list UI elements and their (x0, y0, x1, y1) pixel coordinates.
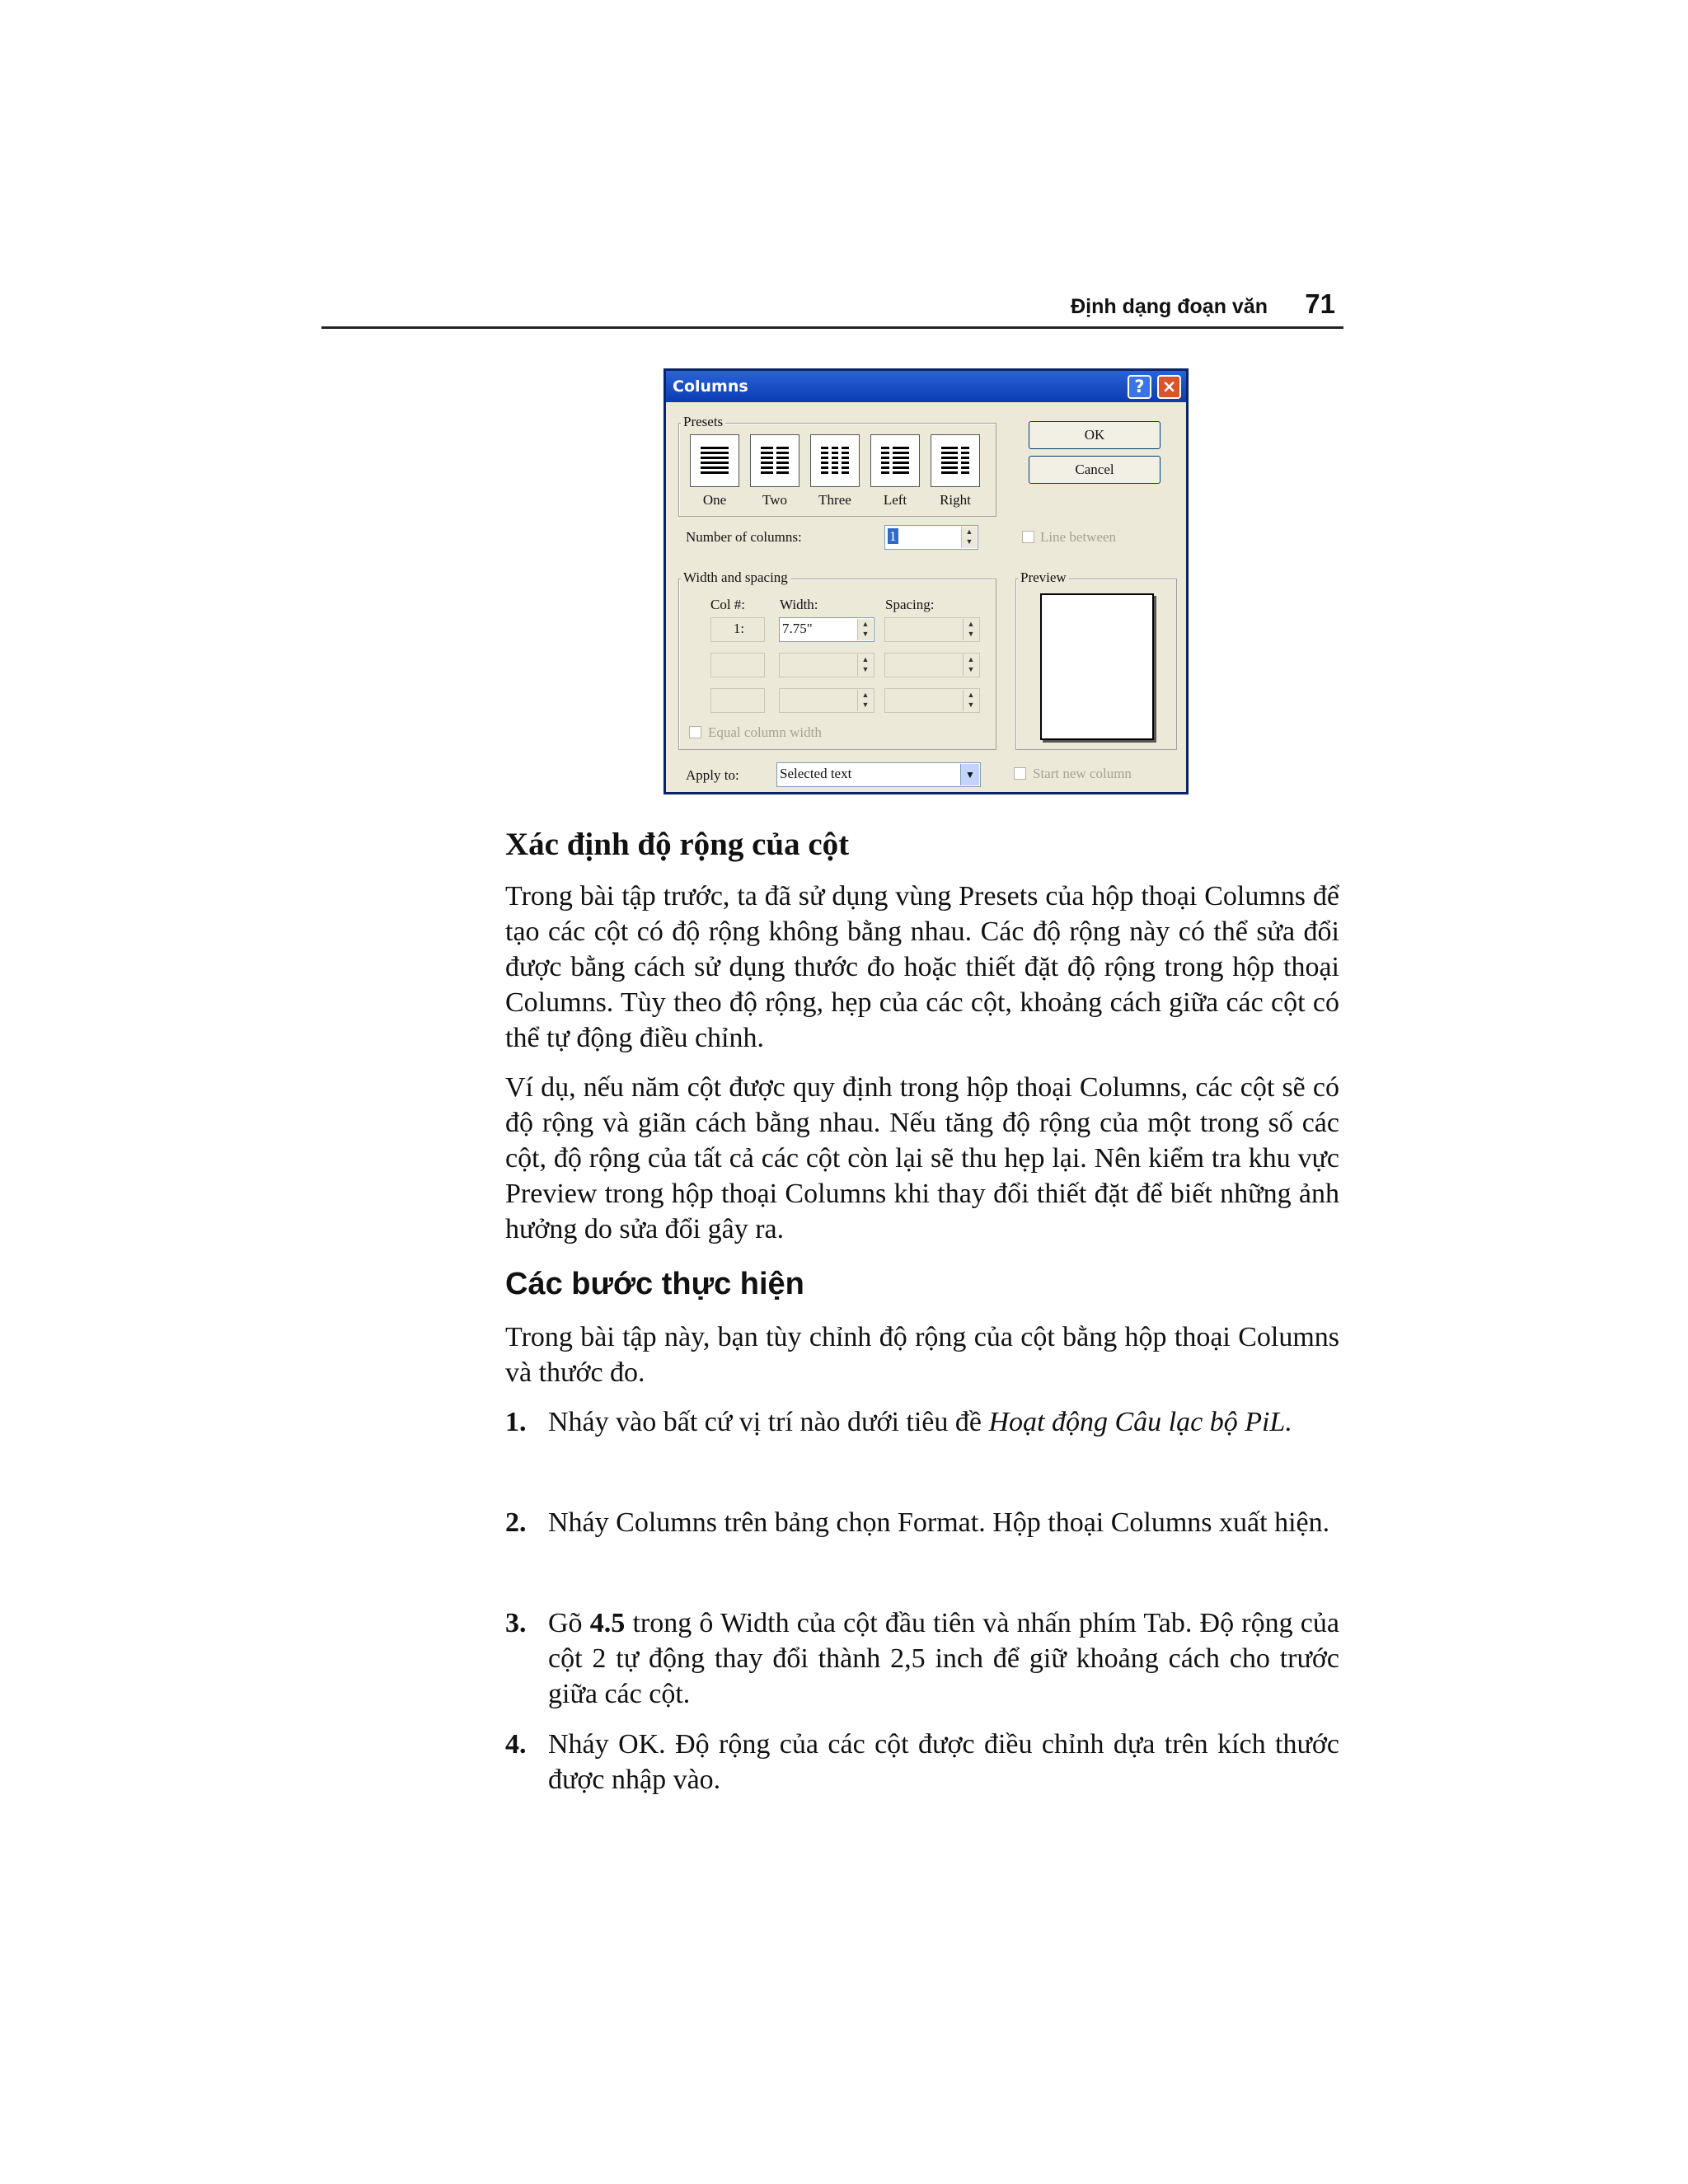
chevron-down-icon[interactable]: ▼ (960, 764, 979, 785)
question-icon[interactable]: ? (1128, 375, 1151, 399)
step-number: 3. (505, 1608, 527, 1638)
step-text: Nháy Columns trên bảng chọn Format. Hộp thoại Columns xuất hiện. (548, 1507, 1330, 1538)
preset-two[interactable] (751, 435, 799, 486)
col-index-1-text: 1: (733, 621, 745, 636)
steps-intro: Trong bài tập này, bạn tùy chỉnh độ rộng của cột bằng hộp thoại Columns và thước đo. (505, 1322, 1339, 1388)
preview-page (1040, 593, 1154, 740)
col-width-2-field (779, 653, 874, 677)
number-of-columns-label: Number of columns: (686, 529, 802, 545)
preset-one[interactable] (691, 435, 738, 486)
step-2 (505, 1505, 1339, 1540)
preset-two-label: Two (762, 492, 787, 508)
preview-label: Preview (1018, 569, 1069, 586)
spinner-arrows-icon[interactable]: ▲ ▼ (857, 619, 873, 640)
dialog-title: Columns (673, 377, 748, 396)
spinner-arrows-icon: ▲ ▼ (857, 654, 873, 676)
spinner-arrows-icon: ▲ ▼ (963, 654, 978, 676)
section-heading-column-width: Xác định độ rộng của cột (505, 827, 850, 862)
spinner-arrows-icon: ▲ ▼ (857, 690, 873, 711)
step-1 (505, 1404, 1339, 1440)
apply-to-label: Apply to: (686, 767, 739, 783)
preset-left[interactable] (871, 435, 919, 486)
col-index-2 (710, 653, 765, 677)
spinner-arrows-icon: ▲ ▼ (963, 690, 978, 711)
step-text (548, 1404, 1339, 1440)
step-text (548, 1605, 1339, 1712)
col-width-1-field[interactable] (779, 617, 874, 642)
ok-button[interactable]: OK (1029, 421, 1160, 449)
running-header (321, 290, 1343, 329)
width-spacing-label: Width and spacing (681, 569, 790, 586)
presets-label: Presets (681, 414, 725, 430)
preset-one-label: One (702, 492, 727, 508)
step-text-plain: trong ô Width của cột đầu tiên và nhấn phím Tab. Độ rộng của cột 2 tự động thay đổi thành 2,5 inch để giữ khoảng cách cho trước giữa các cột. (548, 1608, 1339, 1709)
spacing-header: Spacing: (885, 597, 935, 612)
number-of-columns-value: 1 (889, 528, 897, 544)
apply-to-select[interactable] (776, 762, 981, 787)
preset-right[interactable] (931, 435, 979, 486)
equal-width-label: Equal column width (708, 724, 822, 740)
col-spacing-1-field (884, 617, 980, 642)
paragraph-2: Ví dụ, nếu năm cột được quy định trong hộp thoại Columns, các cột sẽ có độ rộng và giãn cách bằng nhau. Nếu tăng độ rộng của một trong số các cột, độ rộng của tất cả các cột còn lại sẽ thu hẹp lại. Nên kiểm tra khu vực Preview trong hộp thoại Columns khi thay đổi thiết đặt để biết những ảnh hưởng do sửa đổi gây ra. (505, 1072, 1339, 1244)
width-header: Width: (780, 597, 818, 612)
paragraph-1: Trong bài tập trước, ta đã sử dụng vùng Presets của hộp thoại Columns để tạo các cột có độ rộng không bằng nhau. Các độ rộng này có thể sửa đổi được bằng cách sử dụng thước đo hoặc thiết đặt độ rộng trong hộp thoại Columns. Tùy theo độ rộng, hẹp của các cột, khoảng cách giữa các cột có thể tự động điều chỉnh. (505, 881, 1339, 1053)
step-4 (505, 1727, 1339, 1797)
step-number: 1. (505, 1407, 527, 1437)
equal-width-checkbox[interactable] (689, 726, 701, 738)
page-number: 71 (1305, 288, 1335, 319)
step-number: 2. (505, 1507, 527, 1538)
spinner-arrows-icon: ▲ ▼ (963, 619, 978, 640)
club-title: Hoạt động Câu lạc bộ PiL. (988, 1407, 1292, 1437)
close-icon[interactable]: × (1157, 375, 1181, 399)
section-title: Định dạng đoạn văn (1071, 295, 1268, 318)
line-between-checkbox[interactable] (1022, 531, 1034, 543)
preset-right-label: Right (940, 492, 971, 508)
step-value: 4.5 (589, 1608, 626, 1638)
preset-three[interactable] (811, 435, 859, 486)
col-spacing-3-field (884, 688, 980, 713)
start-new-column-checkbox[interactable] (1014, 767, 1026, 780)
step-text-plain: Nháy vào bất cứ vị trí nào dưới tiêu đề (548, 1407, 989, 1437)
col-index-3 (710, 688, 765, 713)
col-width-1-value: 7.75" (782, 621, 813, 636)
cancel-button[interactable]: Cancel (1029, 456, 1160, 484)
col-width-3-field (779, 688, 874, 713)
spinner-arrows-icon[interactable]: ▲ ▼ (961, 527, 977, 548)
apply-to-value: Selected text (780, 766, 852, 781)
step-text: Nháy OK. Độ rộng của các cột được điều chỉnh dựa trên kích thước được nhập vào. (548, 1729, 1339, 1795)
col-spacing-2-field (884, 653, 980, 677)
dialog-titlebar (666, 371, 1186, 402)
step-number: 4. (505, 1729, 527, 1760)
step-text-plain: Gõ (548, 1608, 590, 1638)
step-3 (505, 1605, 1339, 1712)
preset-left-label: Left (883, 492, 907, 508)
number-of-columns-field[interactable] (884, 525, 978, 550)
section-heading-steps: Các bước thực hiện (505, 1267, 804, 1301)
preset-three-label: Three (818, 492, 851, 508)
start-new-column-label: Start new column (1033, 766, 1132, 781)
col-index-1 (710, 617, 765, 642)
line-between-label: Line between (1040, 529, 1117, 545)
col-header: Col #: (710, 597, 746, 612)
